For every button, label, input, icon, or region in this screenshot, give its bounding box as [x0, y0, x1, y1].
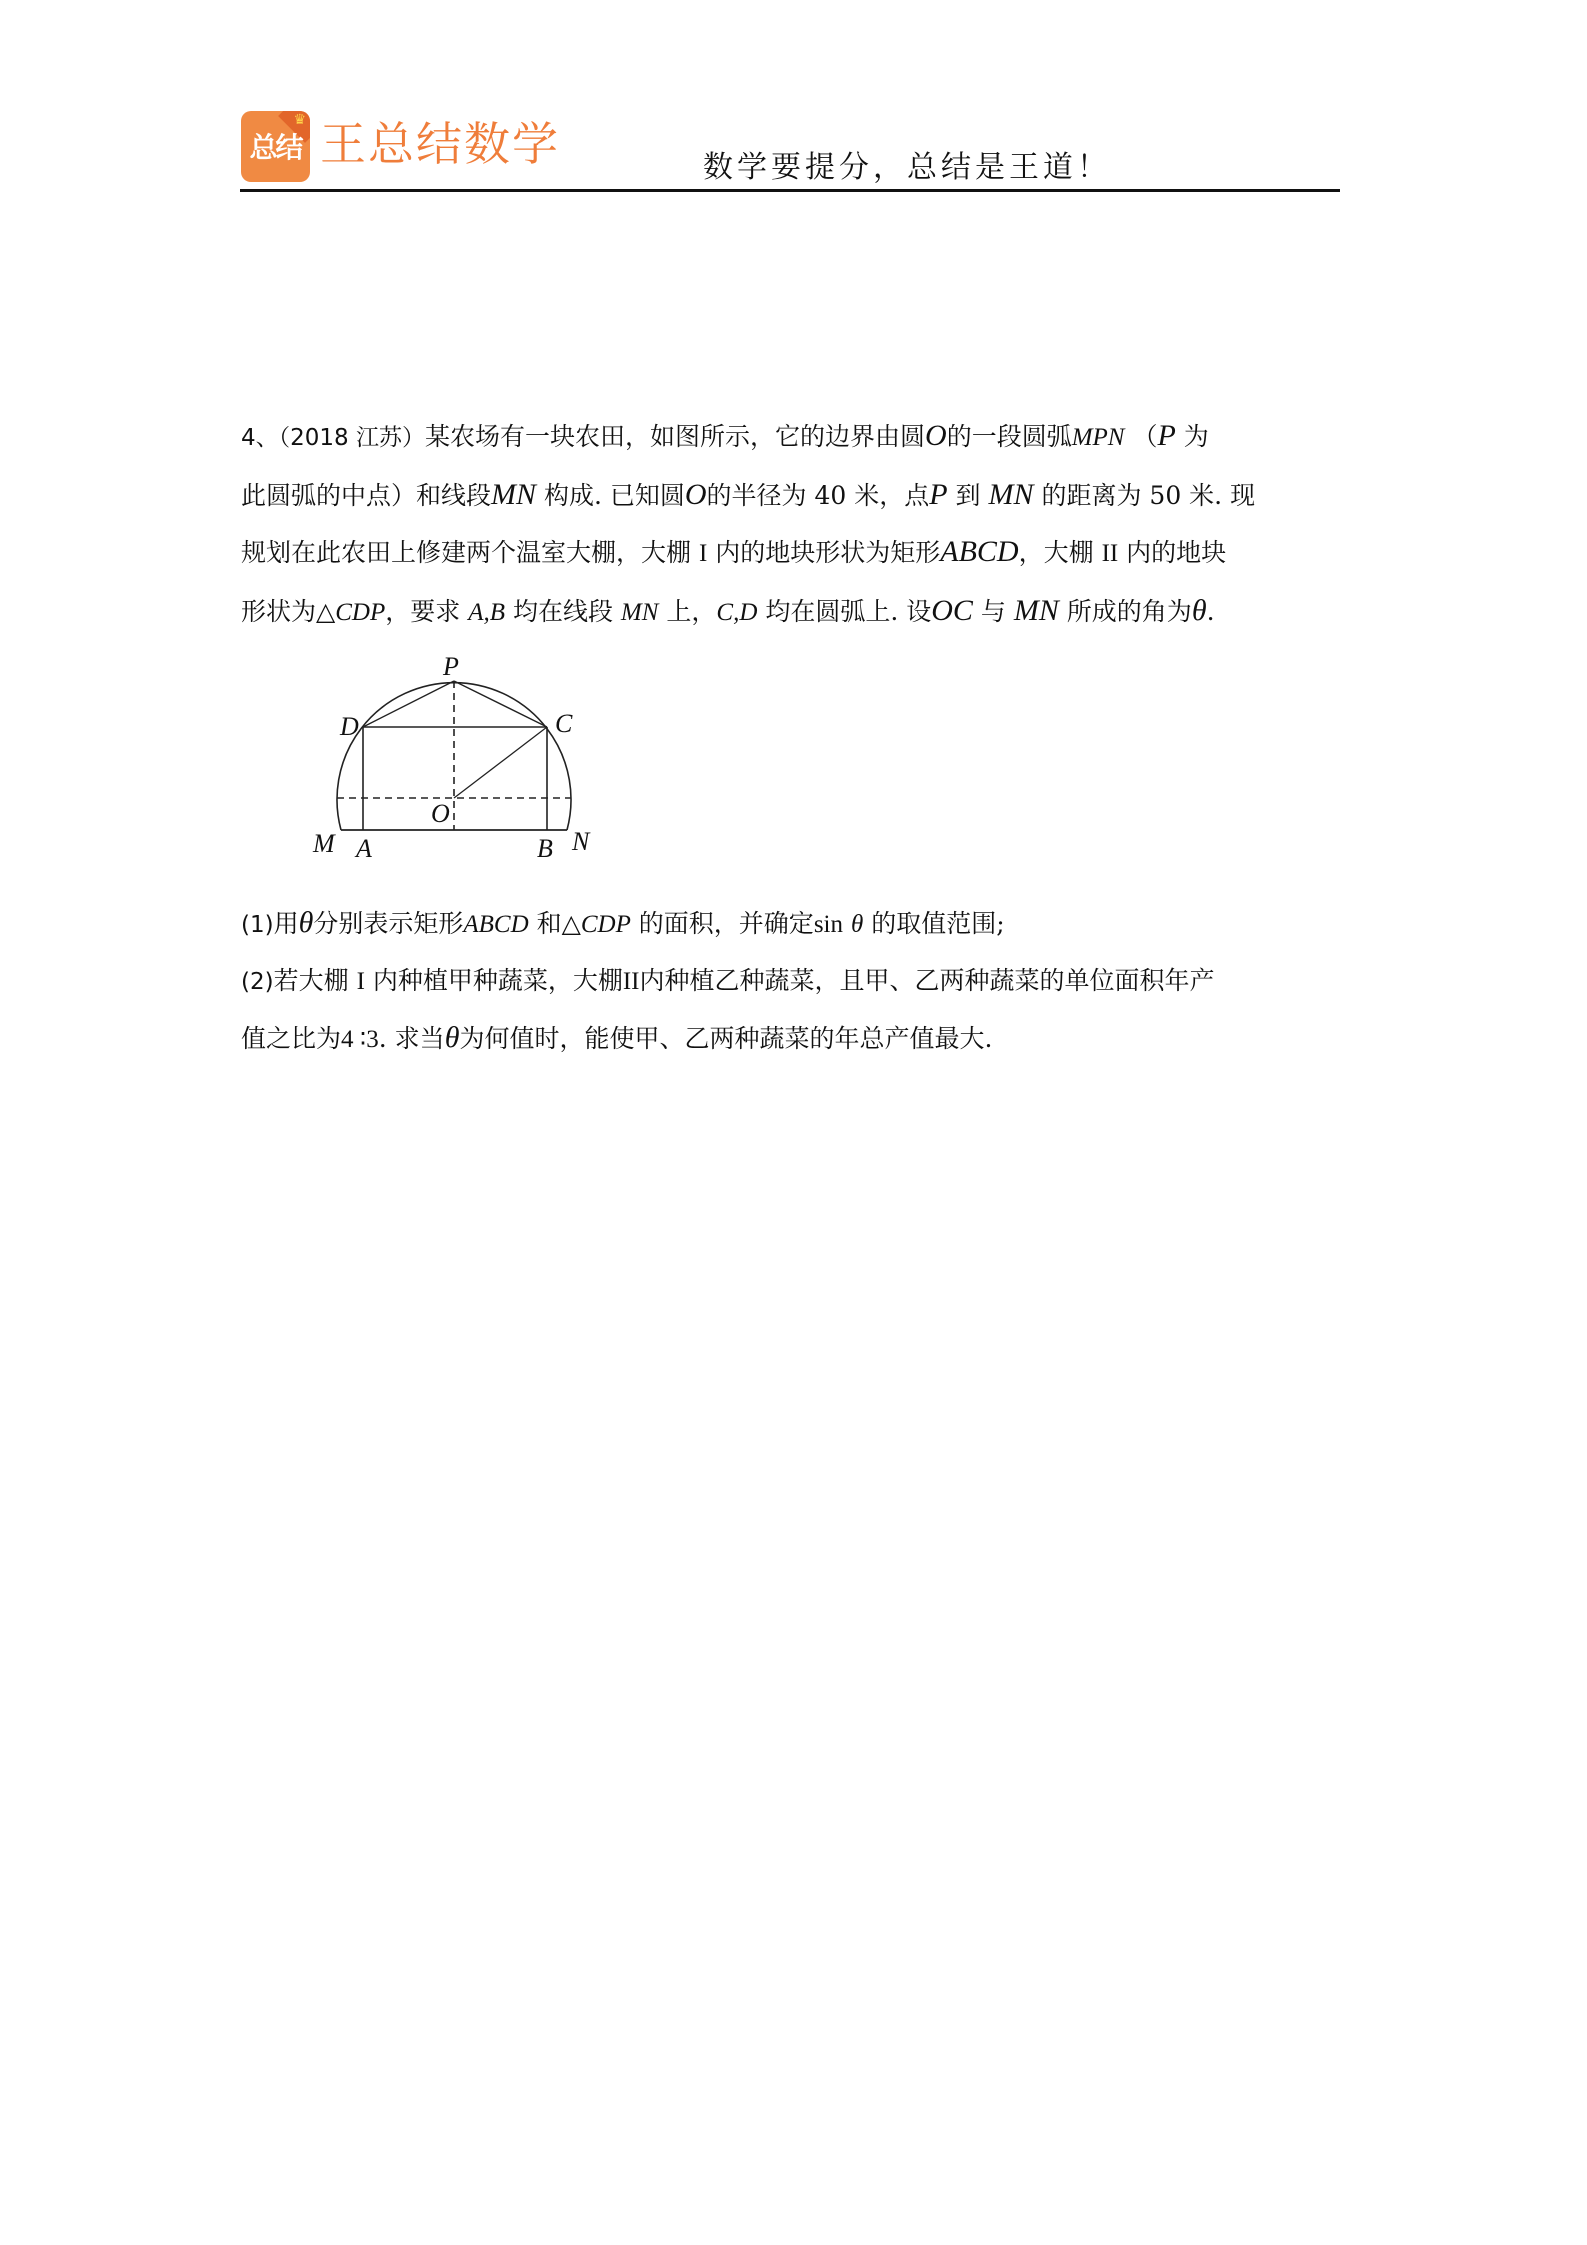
text: 上， — [666, 596, 717, 626]
text: 规划在此农田上修建两个温室大棚，大棚 — [241, 538, 692, 567]
math-var: A,B — [468, 598, 505, 626]
text: 的取值范围; — [871, 909, 1005, 938]
math-var: CDP — [335, 598, 386, 626]
text: 分别表示矩形 — [313, 909, 464, 938]
math-var: P — [1157, 419, 1176, 452]
math-var: θ — [444, 1021, 460, 1054]
math-func: sin — [813, 911, 843, 938]
text: 此圆弧的中点）和线段 — [241, 480, 492, 510]
problem-number: 4、 — [241, 425, 279, 451]
problem-line-1 — [241, 408, 1351, 467]
math-var: OC — [931, 593, 973, 627]
label-O: O — [431, 799, 450, 828]
math-var: MN — [491, 477, 537, 511]
segment-DP — [363, 681, 454, 727]
text: 为何值时，能使甲、乙两种蔬菜的年总产值最大. — [459, 1024, 993, 1053]
problem-line-3 — [241, 524, 1351, 583]
text: ，大棚 — [1018, 538, 1094, 567]
text: 用 — [273, 909, 299, 938]
math-var: MN — [988, 477, 1034, 511]
text: 与 — [980, 596, 1006, 626]
problem-source: （2018 江苏） — [278, 425, 425, 451]
math-var: MN — [1013, 593, 1059, 627]
questions — [241, 895, 1351, 1067]
text: 内种植甲种蔬菜，大棚 — [372, 966, 623, 995]
math-var: O — [925, 419, 947, 452]
text: 和△ — [536, 909, 581, 938]
math-var: P — [929, 477, 948, 511]
math-var: θ — [298, 906, 314, 939]
text: 所成的角为 — [1066, 596, 1192, 626]
text: 内的地块 — [1126, 538, 1227, 567]
question-number: (1) — [241, 912, 274, 938]
brand-name: 王总结数学 — [320, 117, 560, 171]
crown-icon: ♛ — [293, 112, 306, 128]
text: 内种植乙种蔬菜，且甲、乙两种蔬菜的单位面积年产 — [639, 966, 1215, 995]
math-var: ABCD — [940, 535, 1019, 568]
question-2-line-2 — [241, 1010, 1351, 1067]
label-B: B — [537, 834, 553, 863]
text: 值之比为 — [241, 1024, 342, 1053]
geometry-figure — [300, 650, 620, 870]
text: 均在圆弧上. 设 — [765, 596, 932, 626]
math-var: MN — [620, 598, 659, 626]
math-var: θ — [1191, 593, 1207, 627]
text: 形状为△ — [241, 596, 336, 626]
problem-line-4 — [241, 583, 1351, 642]
math-var: C,D — [716, 598, 758, 626]
text: 的半径为 40 米，点 — [706, 480, 930, 510]
text: 构成. 已知圆 — [543, 480, 685, 510]
text: 若大棚 — [273, 966, 349, 995]
label-D: D — [340, 712, 359, 741]
label-P: P — [443, 652, 459, 681]
label-C: C — [555, 709, 573, 738]
roman-numeral: II — [622, 968, 640, 995]
text: 的一段圆弧 — [946, 422, 1072, 451]
text: . — [1206, 596, 1215, 626]
text: 均在线段 — [512, 596, 613, 626]
logo-badge-text: 总结 — [249, 131, 302, 164]
text: 到 — [955, 480, 981, 510]
text: 的距离为 50 米. 现 — [1041, 480, 1256, 510]
roman-numeral: I — [698, 540, 708, 567]
problem-line-2 — [241, 467, 1351, 525]
text: （ — [1132, 422, 1158, 451]
text: 为 — [1183, 422, 1209, 451]
slogan: 数学要提分，总结是王道！ — [703, 150, 1111, 185]
roman-numeral: II — [1101, 540, 1119, 567]
math-var: ABCD — [463, 911, 529, 938]
question-2-line-1 — [241, 953, 1351, 1010]
diagram-svg — [300, 650, 620, 870]
ratio: 4 ∶3 — [341, 1026, 379, 1053]
segment-CP — [454, 681, 547, 727]
text: . 求当 — [378, 1024, 445, 1053]
math-var: MPN — [1071, 424, 1125, 451]
header-divider — [240, 189, 1340, 192]
logo-badge — [241, 111, 310, 182]
segment-OC — [454, 727, 547, 798]
text: 内的地块形状为矩形 — [715, 538, 941, 567]
question-1 — [241, 895, 1351, 953]
label-A: A — [356, 834, 372, 863]
text: 的面积，并确定 — [638, 909, 814, 938]
label-M: M — [313, 829, 335, 858]
math-var: O — [684, 477, 707, 511]
problem-statement — [241, 408, 1351, 641]
math-var: CDP — [580, 911, 631, 938]
math-var: θ — [850, 911, 864, 938]
text: 某农场有一块农田，如图所示，它的边界由圆 — [425, 422, 926, 451]
label-N: N — [572, 827, 590, 856]
question-number: (2) — [241, 969, 274, 995]
text: ，要求 — [385, 596, 461, 626]
roman-numeral: I — [356, 968, 365, 995]
